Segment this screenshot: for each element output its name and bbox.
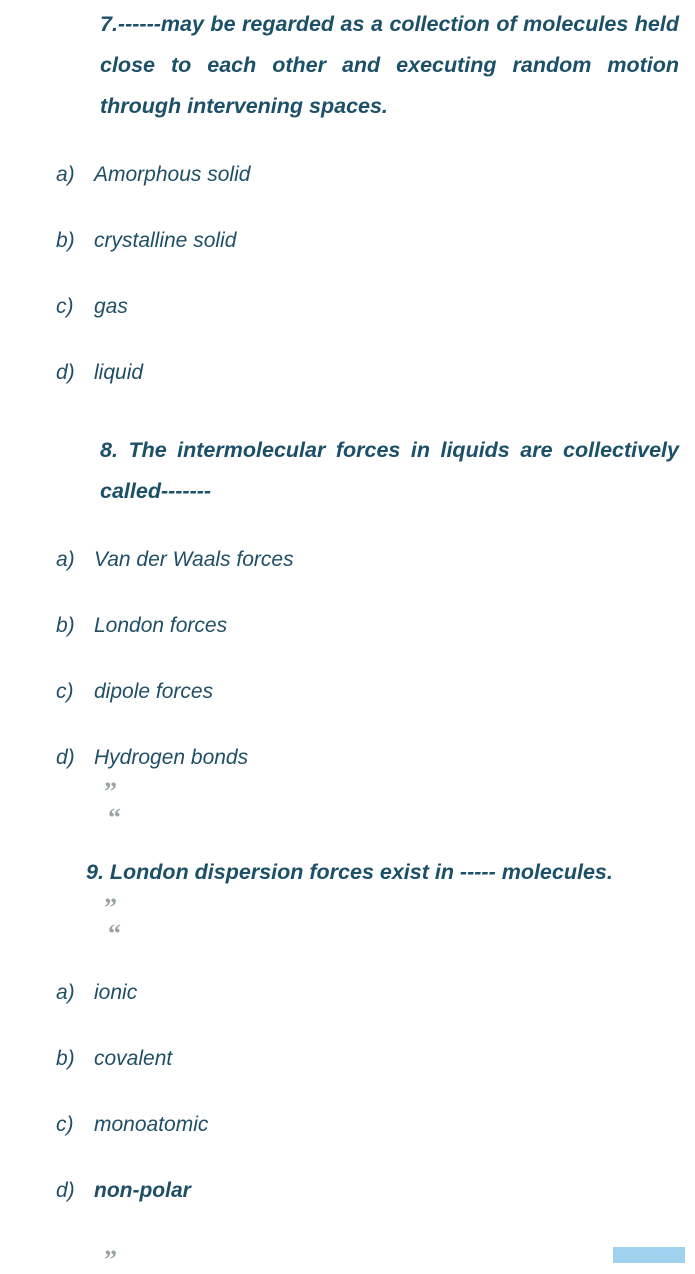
option-marker: d) xyxy=(56,1179,75,1202)
option-label: Van der Waals forces xyxy=(94,548,294,571)
option-marker: a) xyxy=(56,548,75,571)
spacer xyxy=(0,1140,685,1176)
option-label: ionic xyxy=(94,981,138,1004)
option-label: liquid xyxy=(94,361,144,384)
option-label: crystalline solid xyxy=(94,229,237,252)
question-stem-9: 9. London dispersion forces exist in ----- molecules. xyxy=(86,860,613,884)
option-label: gas xyxy=(94,295,128,318)
option-marker: a) xyxy=(56,981,75,1004)
open-quote-icon: “ xyxy=(108,803,120,832)
spacer xyxy=(0,641,685,677)
option-marker: c) xyxy=(56,295,74,318)
spacer xyxy=(0,1074,685,1110)
spacer xyxy=(0,889,685,897)
option-label: dipole forces xyxy=(94,680,214,703)
spacer xyxy=(0,707,685,743)
option-8c[interactable] xyxy=(0,677,685,707)
option-label: covalent xyxy=(94,1047,173,1070)
question-stem-7: 7.------may be regarded as a collection of molecules held close to each other and executing random motion through intervening spaces. xyxy=(100,12,679,118)
spacer xyxy=(0,512,685,545)
option-marker: d) xyxy=(56,746,75,769)
quote-marks-block-2 xyxy=(0,893,685,949)
question-stem-8: 8. The intermolecular forces in liquids are collectively called------- xyxy=(100,438,679,503)
spacer xyxy=(0,322,685,358)
option-9c[interactable] xyxy=(0,1110,685,1140)
option-8b[interactable] xyxy=(0,611,685,641)
spacer xyxy=(0,127,685,160)
spacer xyxy=(0,190,685,226)
option-7d[interactable] xyxy=(0,358,685,388)
option-marker: d) xyxy=(56,361,75,384)
spacer xyxy=(0,773,685,781)
option-marker: b) xyxy=(56,1047,75,1070)
option-label: London forces xyxy=(94,614,228,637)
option-8a[interactable] xyxy=(0,545,685,575)
option-7b[interactable] xyxy=(0,226,685,256)
option-label: monoatomic xyxy=(94,1113,209,1136)
option-label: Hydrogen bonds xyxy=(94,746,249,769)
option-label: non-polar xyxy=(94,1179,191,1202)
close-quote-icon: ” xyxy=(104,777,116,806)
close-quote-icon-partial: ” xyxy=(104,1245,117,1274)
option-7c[interactable] xyxy=(0,292,685,322)
option-8d[interactable] xyxy=(0,743,685,773)
highlight-bar xyxy=(613,1247,685,1263)
spacer xyxy=(0,575,685,611)
spacer xyxy=(0,1008,685,1044)
option-7a[interactable] xyxy=(0,160,685,190)
close-quote-icon: ” xyxy=(104,893,116,922)
option-marker: a) xyxy=(56,163,75,186)
option-9b[interactable] xyxy=(0,1044,685,1074)
spacer xyxy=(0,256,685,292)
quote-marks-block-1 xyxy=(0,777,685,833)
option-label: Amorphous solid xyxy=(94,163,251,186)
option-marker: b) xyxy=(56,229,75,252)
open-quote-icon: “ xyxy=(108,919,120,948)
spacer xyxy=(0,949,685,978)
option-marker: b) xyxy=(56,614,75,637)
option-marker: c) xyxy=(56,680,74,703)
option-9a[interactable] xyxy=(0,978,685,1008)
option-9d[interactable] xyxy=(0,1176,685,1206)
option-marker: c) xyxy=(56,1113,74,1136)
